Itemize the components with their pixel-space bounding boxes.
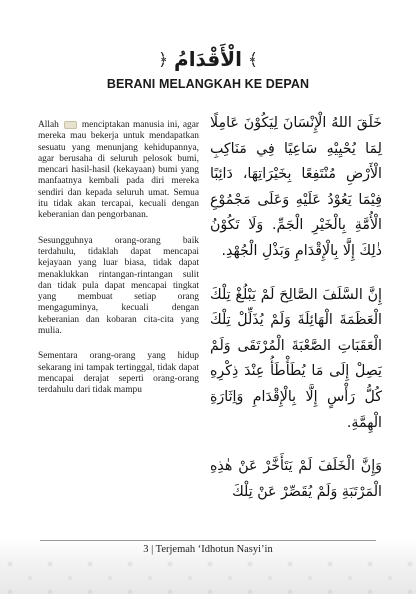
swt-calligraphy-icon <box>64 121 77 129</box>
ornament-bracket-right: ﴾ <box>247 49 258 69</box>
indonesian-paragraph-1 <box>38 120 199 222</box>
footer-decorative-pattern <box>0 554 416 594</box>
indonesian-paragraph-3: Sementara orang-orang yang hidup sekarang ini tampak tertinggal, tidak dapat mencapai derajat seperti orang-orang terdahulu dari tidak mampu <box>38 351 199 396</box>
page-footer <box>0 540 416 594</box>
ornament-bracket-left: ﴿ <box>158 49 169 69</box>
paragraph-1-lead: Allah <box>38 120 59 130</box>
arabic-paragraph-1: خَلَقَ اللهُ الْإِنْسَانَ لِيَكُوْنَ عَامِلًا لِمَا يُحْيِيْهِ سَاعِيًا فِي مَنَاكِبِ الْأَرْضِ مُنْتَفِعًا بِخَيْرَاتِهَا، دَائِبًا فِيْمَا يَعُوْدُ عَلَيْهِ وَعَلَى مَجْمُوْعِ الْأُمَّةِ بِالْخَيْرِ الْجَمِّ. وَلَا تَكُوْنُ ذٰلِكَ إِلَّا بِالْإِقْدَامِ وَبَذْلِ الْجُهْدِ. <box>210 115 382 259</box>
indonesian-translation-column <box>38 120 199 411</box>
footer-page-label: 3 | Terjemah ‘Idhotun Nasyi’in <box>143 544 273 555</box>
arabic-paragraph-3: وَإِنَّ الْخَلَفَ لَمْ يَتَأَخَّرْ عَنْ هٰذِهِ الْمَرْتَبَةِ وَلَمْ يُقَصِّرْ عَنْ تِلْكَ <box>210 458 382 500</box>
arabic-paragraph-2: إِنَّ السَّلَفَ الصَّالِحَ لَمْ يَبْلُغْ تِلْكَ الْعَظَمَةَ الْهَائِلَةَ وَلَمْ يُذَلِّلْ تِلْكَ الْعَقَبَاتِ الصَّعْبَةَ الْمُرْتَقَى وَلَمْ يَصِلْ إِلَى مَا يُطَأْطَأُ عِنْدَ ذِكْرِهِ كُلُّ رَأْسٍ إِلَّا بِالْإِقْدَامِ وَاِثَارَةِ الْهِمَّةِ. <box>210 286 382 431</box>
indonesian-paragraph-2: Sesungguhnya orang-orang baik terdahulu, tidaklah dapat mencapai kejayaan yang luar biasa, tidak dapat menaklukkan rintangan-rintangan sulit dan tidak pula dapat mencapai tingkat yang membuat setiap orang mengaguminya, kecuali dengan keberanian dan kobaran cita-cita yang mulia. <box>38 235 199 337</box>
arabic-chapter-title: الْأَقْدَامُ <box>174 47 242 71</box>
chapter-title: BERANI MELANGKAH KE DEPAN <box>106 77 310 91</box>
chapter-header <box>0 44 416 74</box>
paragraph-1-body: menciptakan manusia ini, agar mereka mau bekerja untuk mendapatkan sesuatu yang menunjang kehidupannya, agar berusaha di seluruh pelosok bumi, mencari hasil-hasil (kekayaan) bumi yang manfaatnya kembali pada diri mereka sendiri dan kepada seluruh umat. Semua itu tidak akan tercapai, kecuali dengan keberanian dan pengorbanan. <box>38 120 199 221</box>
arabic-text-column <box>210 111 382 523</box>
footer-divider <box>40 540 376 541</box>
